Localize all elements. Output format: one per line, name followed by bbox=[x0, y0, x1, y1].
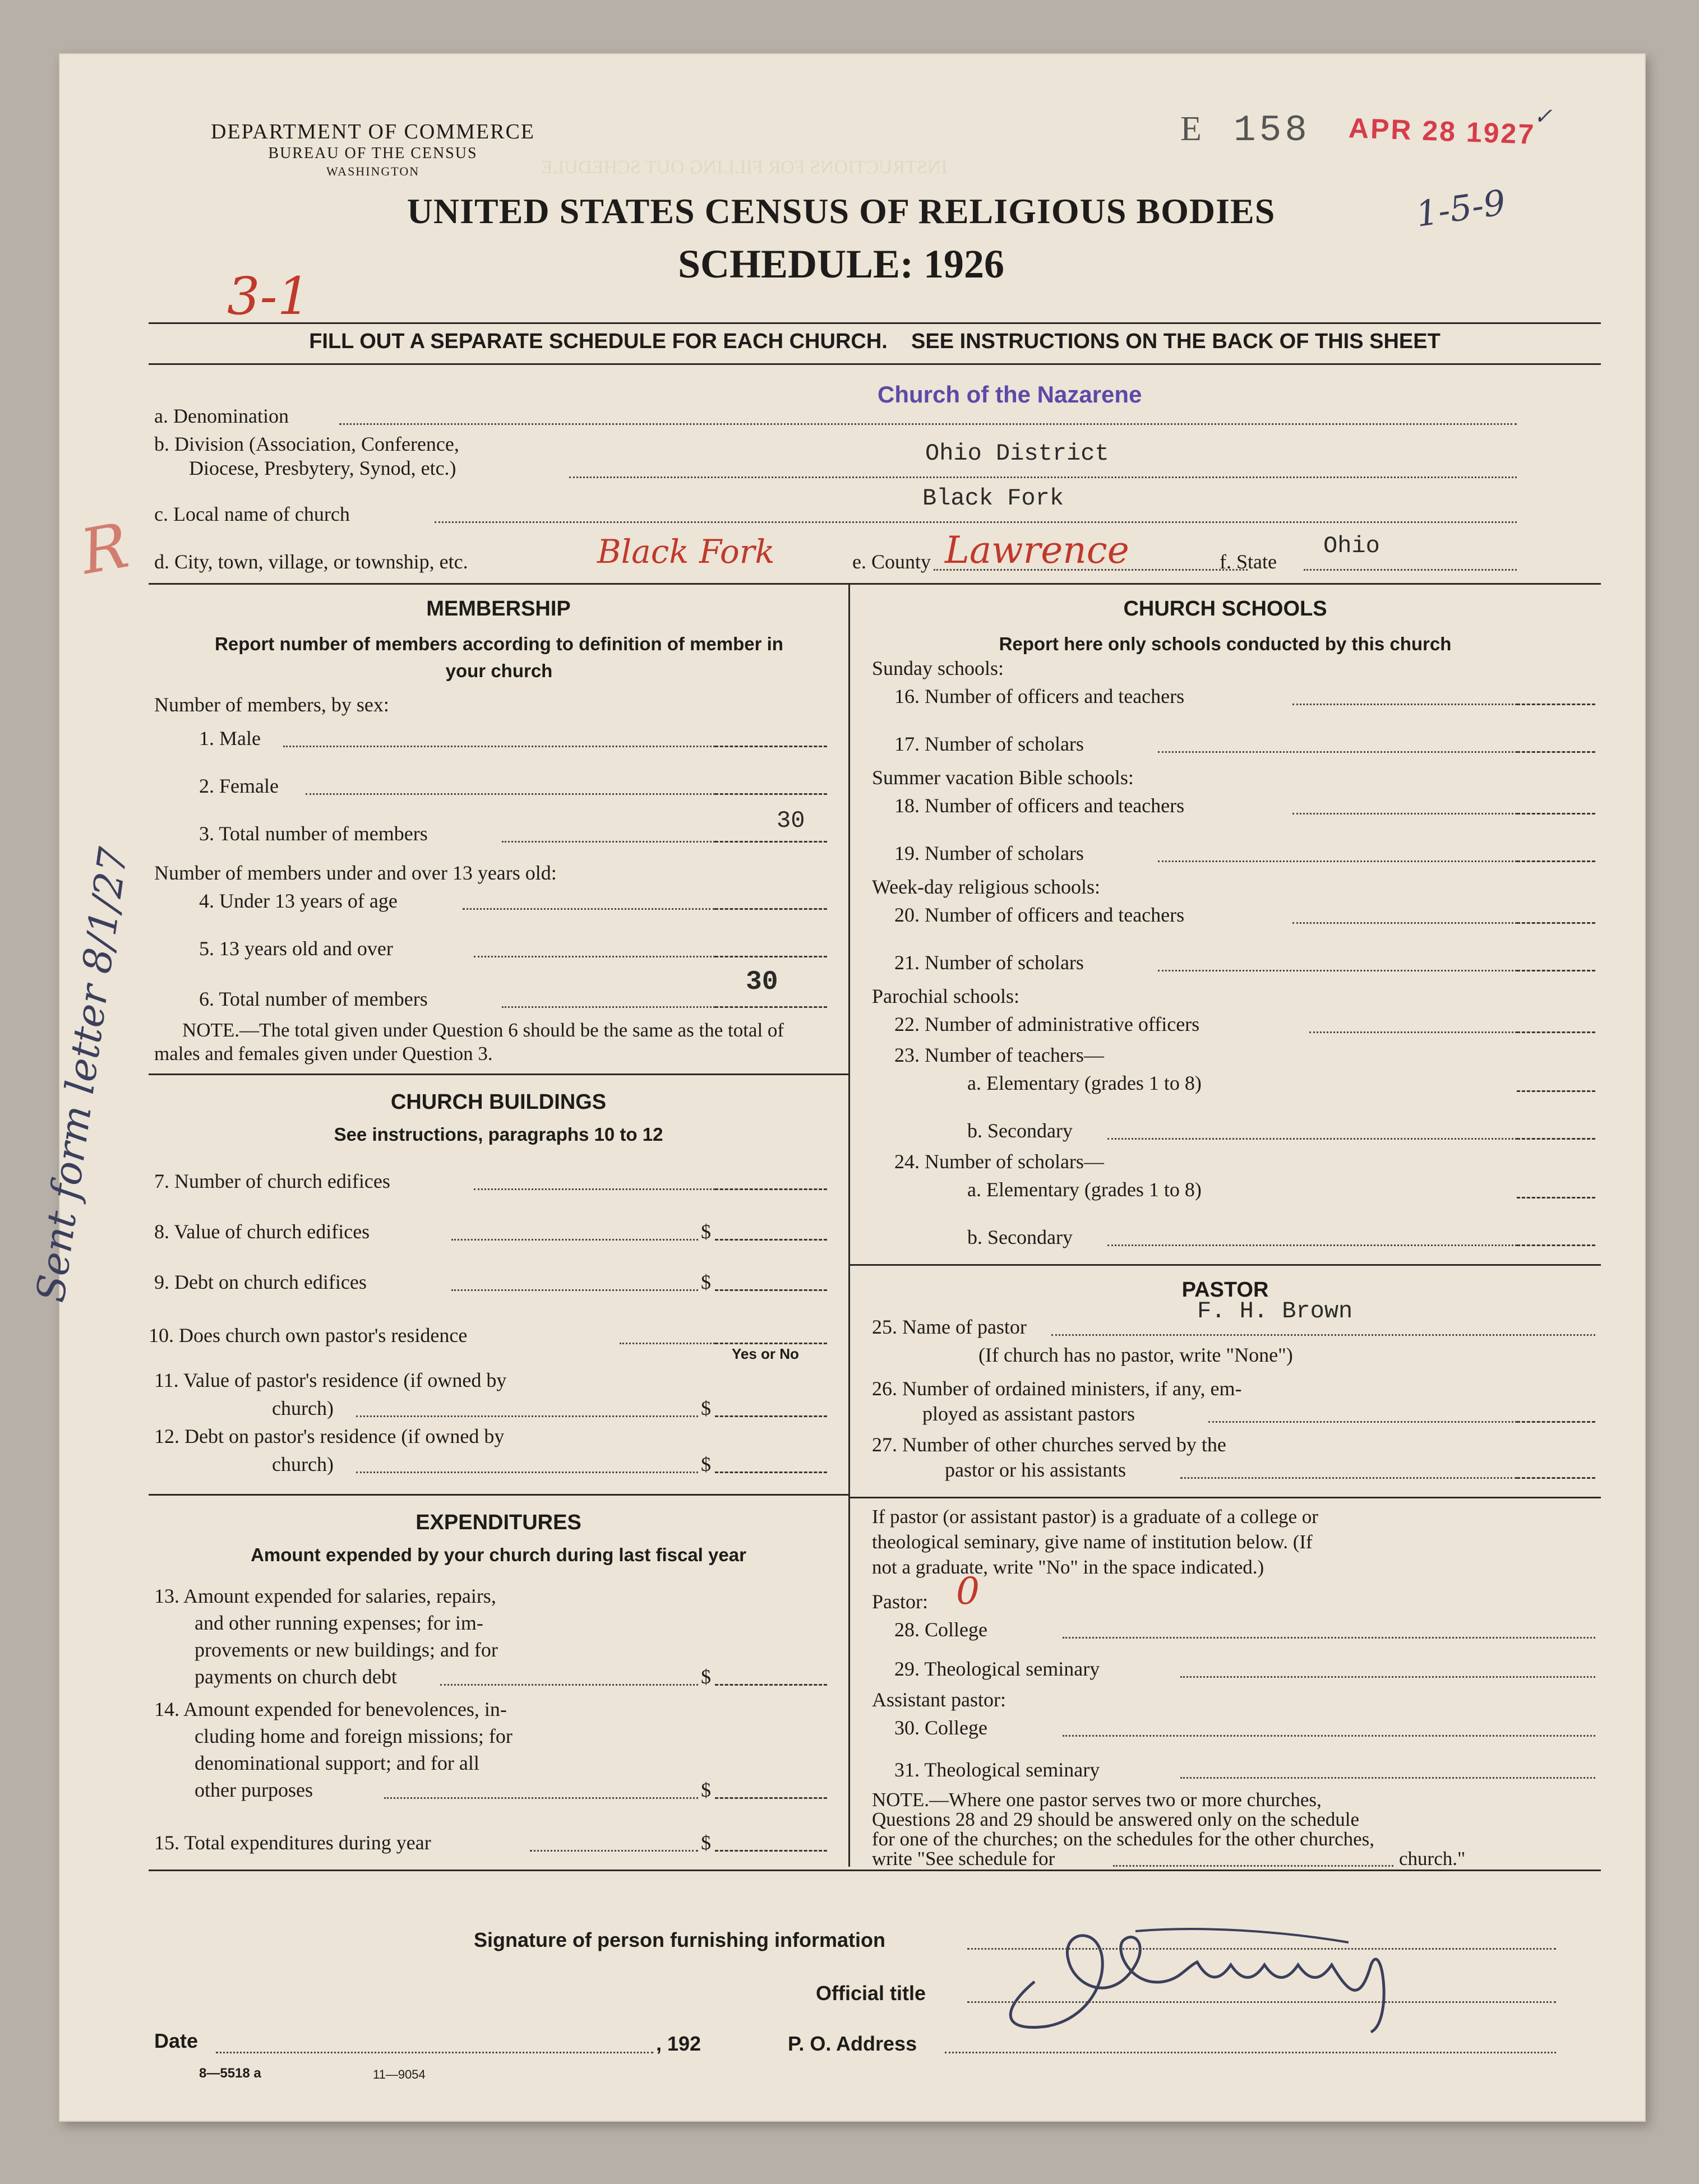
q13-label-1: 13. Amount expended for salaries, repairs, bbox=[154, 1585, 496, 1607]
corner-code: 1-5-9 bbox=[1413, 182, 1508, 235]
q26-label-2: ployed as assistant pastors bbox=[922, 1403, 1135, 1425]
q19-answer[interactable] bbox=[1517, 860, 1595, 862]
q7-edifices-answer[interactable] bbox=[715, 1188, 827, 1190]
q15-label: 15. Total expenditures during year bbox=[154, 1831, 431, 1854]
q4-under-13-answer[interactable] bbox=[715, 908, 827, 910]
q13-dollar: $ bbox=[701, 1665, 711, 1688]
summer-schools-label: Summer vacation Bible schools: bbox=[872, 766, 1134, 789]
q27-label-2: pastor or his assistants bbox=[945, 1459, 1126, 1481]
weekday-schools-label: Week-day religious schools: bbox=[872, 876, 1101, 898]
denomination-label: a. Denomination bbox=[154, 405, 289, 427]
schedule-year: SCHEDULE: 1926 bbox=[677, 242, 1005, 286]
membership-subheading: Report number of members according to definition of member in your church bbox=[215, 633, 783, 681]
q4-under-13-label: 4. Under 13 years of age bbox=[199, 890, 398, 912]
check-mark-icon: ✓ bbox=[1534, 104, 1553, 129]
q9-debt-label: 9. Debt on church edifices bbox=[154, 1271, 367, 1293]
q24a-label: a. Elementary (grades 1 to 8) bbox=[967, 1178, 1202, 1201]
stamp-number: 158 bbox=[1234, 109, 1310, 151]
members-by-age-label: Number of members under and over 13 years old: bbox=[154, 862, 557, 884]
q2-female-answer[interactable] bbox=[715, 793, 827, 795]
q26-label-1: 26. Number of ordained ministers, if any, em- bbox=[872, 1377, 1242, 1400]
q10-residence-label: 10. Does church own pastor's residence bbox=[149, 1324, 468, 1347]
q8-value-answer[interactable] bbox=[715, 1239, 827, 1241]
q24a-answer[interactable] bbox=[1517, 1197, 1595, 1199]
q22-label: 22. Number of administrative officers bbox=[894, 1013, 1200, 1035]
q1-male-answer[interactable] bbox=[715, 746, 827, 747]
q25-pastor-name: F. H. Brown bbox=[1197, 1298, 1353, 1325]
reverse-bleed-through: INSTRUCTIONS FOR FILLING OUT SCHEDULE bbox=[541, 157, 948, 178]
buildings-subheading: See instructions, paragraphs 10 to 12 bbox=[334, 1124, 663, 1145]
q21-answer[interactable] bbox=[1517, 970, 1595, 971]
q8-dollar: $ bbox=[701, 1220, 711, 1243]
members-by-sex-label: Number of members, by sex: bbox=[154, 693, 389, 716]
division-label: b. Division (Association, Conference, bbox=[154, 433, 459, 455]
q14-dollar: $ bbox=[701, 1779, 711, 1801]
city-label: d. City, town, village, or township, etc. bbox=[154, 550, 468, 573]
q23a-label: a. Elementary (grades 1 to 8) bbox=[967, 1072, 1202, 1094]
q6-total-label: 6. Total number of members bbox=[199, 988, 428, 1010]
form-title: UNITED STATES CENSUS OF RELIGIOUS BODIES bbox=[407, 191, 1276, 231]
buildings-heading: CHURCH BUILDINGS bbox=[390, 1090, 607, 1114]
q9-dollar: $ bbox=[701, 1271, 711, 1293]
margin-note: Sent form letter 8/1/27 bbox=[27, 844, 137, 1305]
q22-answer[interactable] bbox=[1517, 1031, 1595, 1033]
q2-female-label: 2. Female bbox=[199, 775, 279, 797]
q18-label: 18. Number of officers and teachers bbox=[894, 794, 1185, 817]
q20-label: 20. Number of officers and teachers bbox=[894, 904, 1185, 926]
pastor-note-3: for one of the churches; on the schedules for the other churches, bbox=[872, 1828, 1375, 1850]
q14-label-1: 14. Amount expended for benevolences, in- bbox=[154, 1698, 507, 1720]
q23-label: 23. Number of teachers— bbox=[894, 1044, 1104, 1066]
q12-label: 12. Debt on pastor's residence (if owned by bbox=[154, 1425, 505, 1447]
q11-label: 11. Value of pastor's residence (if owned by bbox=[154, 1369, 507, 1391]
q11-answer[interactable] bbox=[715, 1415, 827, 1417]
state-value: Ohio bbox=[1323, 533, 1380, 559]
pastor-education-value: 0 bbox=[956, 1570, 980, 1613]
q14-answer[interactable] bbox=[715, 1797, 827, 1799]
q19-label: 19. Number of scholars bbox=[894, 842, 1084, 864]
form-number: 8—5518 a bbox=[199, 2066, 261, 2081]
q30-label: 30. College bbox=[894, 1716, 987, 1739]
instruction-banner: FILL OUT A SEPARATE SCHEDULE FOR EACH CHURCH. SEE INSTRUCTIONS ON THE BACK OF THIS SHEET bbox=[309, 330, 1441, 353]
parochial-schools-label: Parochial schools: bbox=[872, 985, 1019, 1007]
q13-answer[interactable] bbox=[715, 1684, 827, 1686]
state-label: f. State bbox=[1220, 550, 1277, 573]
q8-value-label: 8. Value of church edifices bbox=[154, 1220, 370, 1243]
year-suffix: , 192 bbox=[656, 2032, 701, 2055]
graduate-instruction-2: theological seminary, give name of institution below. (If bbox=[872, 1531, 1313, 1553]
q1-male-label: 1. Male bbox=[199, 727, 261, 749]
stamp-prefix: E bbox=[1180, 110, 1204, 148]
po-address-label: P. O. Address bbox=[788, 2032, 917, 2055]
print-number: 11—9054 bbox=[373, 2067, 426, 2081]
signature-label: Signature of person furnishing information bbox=[474, 1928, 885, 1951]
expenditures-heading: EXPENDITURES bbox=[415, 1511, 581, 1534]
q7-edifices-label: 7. Number of church edifices bbox=[154, 1170, 390, 1192]
assistant-pastor-label: Assistant pastor: bbox=[872, 1688, 1006, 1711]
q18-answer[interactable] bbox=[1517, 813, 1595, 815]
q13-label-2: and other running expenses; for im- bbox=[195, 1612, 483, 1634]
pastor-heading: PASTOR bbox=[1181, 1278, 1269, 1302]
q17-answer[interactable] bbox=[1517, 751, 1595, 753]
q23a-answer[interactable] bbox=[1517, 1090, 1595, 1092]
pastor-note-2: Questions 28 and 29 should be answered only on the schedule bbox=[872, 1808, 1360, 1830]
pastor-note-4: write "See schedule for bbox=[872, 1848, 1055, 1870]
pastor-note-1: NOTE.—Where one pastor serves two or more churches, bbox=[872, 1789, 1322, 1811]
q24b-label: b. Secondary bbox=[967, 1226, 1073, 1248]
pastor-education-label: Pastor: bbox=[872, 1590, 929, 1613]
expenditures-subheading: Amount expended by your church during last fiscal year bbox=[251, 1544, 746, 1565]
membership-heading: MEMBERSHIP bbox=[426, 597, 571, 621]
q20-answer[interactable] bbox=[1517, 922, 1595, 924]
q11-dollar: $ bbox=[701, 1397, 711, 1419]
q17-label: 17. Number of scholars bbox=[894, 733, 1084, 755]
local-name-value: Black Fork bbox=[922, 485, 1064, 512]
q13-label-4: payments on church debt bbox=[195, 1665, 397, 1688]
q21-label: 21. Number of scholars bbox=[894, 951, 1084, 974]
q31-label: 31. Theological seminary bbox=[894, 1759, 1100, 1781]
q14-label-3: denominational support; and for all bbox=[195, 1752, 479, 1774]
q27-label-1: 27. Number of other churches served by the bbox=[872, 1433, 1226, 1456]
q12-dollar: $ bbox=[701, 1453, 711, 1475]
q23b-label: b. Secondary bbox=[967, 1119, 1073, 1142]
q15-dollar: $ bbox=[701, 1831, 711, 1854]
q24-label: 24. Number of scholars— bbox=[894, 1150, 1104, 1173]
schools-subheading: Report here only schools conducted by this church bbox=[999, 633, 1452, 654]
q13-label-3: provements or new buildings; and for bbox=[195, 1639, 498, 1661]
division-label-2: Diocese, Presbytery, Synod, etc.) bbox=[189, 457, 456, 479]
q25-label: 25. Name of pastor bbox=[872, 1316, 1027, 1338]
margin-code: 3-1 bbox=[227, 266, 311, 326]
q3-total-answer[interactable] bbox=[715, 841, 827, 843]
received-date-stamp: APR 28 1927 bbox=[1348, 112, 1536, 150]
q27-answer[interactable] bbox=[1517, 1477, 1595, 1479]
q3-total-value: 30 bbox=[777, 807, 805, 834]
local-name-label: c. Local name of church bbox=[154, 503, 350, 525]
margin-letter: R bbox=[75, 509, 134, 589]
q24b-answer[interactable] bbox=[1517, 1244, 1595, 1246]
department-name: DEPARTMENT OF COMMERCE bbox=[210, 120, 535, 144]
graduate-instruction-3: not a graduate, write "No" in the space indicated.) bbox=[872, 1556, 1264, 1578]
q16-answer[interactable] bbox=[1517, 704, 1595, 705]
handwritten-signature bbox=[967, 1898, 1584, 2043]
bureau-name: BUREAU OF THE CENSUS bbox=[268, 145, 478, 162]
official-title-label: Official title bbox=[816, 1982, 926, 2005]
denomination-value: Church of the Nazarene bbox=[878, 381, 1142, 408]
q16-label: 16. Number of officers and teachers bbox=[894, 685, 1185, 707]
q29-label: 29. Theological seminary bbox=[894, 1658, 1100, 1680]
q28-label: 28. College bbox=[894, 1618, 987, 1641]
membership-note: NOTE.—The total given under Question 6 should be the same as the total of males and females given under Question 3. bbox=[154, 1019, 784, 1065]
q14-label-2: cluding home and foreign missions; for bbox=[195, 1725, 513, 1747]
q9-debt-answer[interactable] bbox=[715, 1289, 827, 1291]
q6-total-value: 30 bbox=[746, 967, 778, 997]
graduate-instruction-1: If pastor (or assistant pastor) is a graduate of a college or bbox=[872, 1506, 1318, 1528]
q12-answer[interactable] bbox=[715, 1472, 827, 1473]
pastor-note-5: church." bbox=[1399, 1848, 1466, 1870]
sunday-schools-label: Sunday schools: bbox=[872, 657, 1004, 679]
city-value: Black Fork bbox=[597, 533, 775, 571]
county-label: e. County bbox=[852, 550, 931, 573]
yes-no-hint: Yes or No bbox=[732, 1345, 799, 1362]
date-label: Date bbox=[154, 2029, 198, 2052]
q15-answer[interactable] bbox=[715, 1850, 827, 1852]
county-value: Lawrence bbox=[945, 529, 1129, 572]
q11-label-2: church) bbox=[272, 1397, 334, 1419]
q23b-answer[interactable] bbox=[1517, 1138, 1595, 1140]
division-value: Ohio District bbox=[925, 440, 1109, 467]
census-form-sheet bbox=[27, 53, 1646, 2122]
q3-total-label: 3. Total number of members bbox=[199, 822, 428, 845]
q5-over-13-label: 5. 13 years old and over bbox=[199, 937, 393, 960]
q14-label-4: other purposes bbox=[195, 1779, 313, 1801]
bureau-city: WASHINGTON bbox=[326, 164, 420, 178]
q26-answer[interactable] bbox=[1517, 1421, 1595, 1423]
q25-hint: (If church has no pastor, write "None") bbox=[978, 1344, 1293, 1366]
schools-heading: CHURCH SCHOOLS bbox=[1123, 597, 1327, 621]
q6-total-answer[interactable] bbox=[715, 1006, 827, 1008]
q10-residence-answer[interactable] bbox=[715, 1343, 827, 1344]
q12-label-2: church) bbox=[272, 1453, 334, 1475]
q5-over-13-answer[interactable] bbox=[715, 956, 827, 957]
